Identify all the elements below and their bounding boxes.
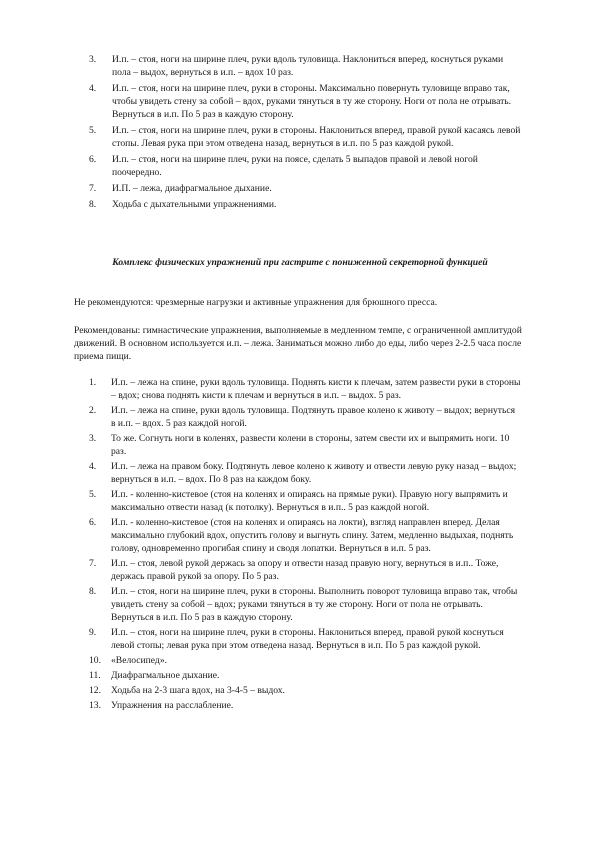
item-number: 5. xyxy=(89,489,97,500)
item-number: 3. xyxy=(89,54,97,65)
item-number: 9. xyxy=(89,627,97,638)
item-text: И.п. – стоя, ноги на ширине плеч, руки на поясе, сделать 5 выпадов правой и левой ногой поочередно. xyxy=(112,154,478,178)
item-text: «Велосипед». xyxy=(111,655,168,666)
item-text: Упражнения на расслабление. xyxy=(111,700,234,711)
list-item xyxy=(89,124,521,150)
item-number: 8. xyxy=(89,586,97,597)
item-text: Ходьба на 2-3 шага вдох, на 3-4-5 – выдох. xyxy=(111,685,285,696)
item-number: 4. xyxy=(89,461,97,472)
item-number: 13. xyxy=(89,700,101,711)
item-text: И.п. – стоя, ноги на ширине плеч, руки в стороны. Наклониться вперед, правой рукой касаясь левой стопы. Левая рука при этом отведена назад, вернуться в и.п. по 5 раз каждой рукой. xyxy=(112,125,521,149)
list-item xyxy=(89,404,521,430)
item-text: И.п. – стоя, ноги на ширине плеч, руки в стороны. Выполнить поворот туловища вправо так, чтобы увидеть стену за собой – вдох; руками тянуться в ту же сторону. Ноги от пола не отрывать. Вернуться в и.п. По 5 раз в каждую сторону. xyxy=(111,586,518,623)
list-item xyxy=(89,432,521,458)
item-text: И.п. - коленно-кистевое (стоя на коленях и опираясь на локти), взгляд направлен вперед. Делая максимально глубокий вдох, опустить голову и выгнуть спину. Затем, медленно выдыхая, поднять голову, одновременно прогибая спину и сводя лопатки. Вернуться в и.п. 5 раз. xyxy=(111,517,514,554)
item-text: И.п. – стоя, левой рукой держась за опору и отвести назад правую ногу, вернуться в и.п.. Тоже, держась правой рукой за опору. По 5 раз. xyxy=(111,558,499,582)
list-item xyxy=(89,585,521,624)
exercise-list xyxy=(89,376,521,714)
list-item xyxy=(89,654,521,667)
item-number: 12. xyxy=(89,685,101,696)
list-item xyxy=(89,516,521,555)
item-number: 4. xyxy=(89,83,97,94)
item-number: 10. xyxy=(89,655,101,666)
item-number: 6. xyxy=(89,517,97,528)
item-text: То же. Согнуть ноги в коленях, развести колени в стороны, затем свести их и выпрямить ноги. 10 раз. xyxy=(111,433,510,457)
list-item xyxy=(89,488,521,514)
item-text: И.П. – лежа, диафрагмальное дыхание. xyxy=(112,183,272,194)
list-item xyxy=(89,684,521,697)
item-number: 3. xyxy=(89,433,97,444)
exercise-list-continued xyxy=(89,53,521,214)
item-number: 7. xyxy=(89,183,97,194)
item-number: 8. xyxy=(89,199,97,210)
recommended-paragraph: Рекомендованы: гимнастические упражнения, выполняемые в медленном темпе, с ограниченной амплитудой движений. В основном используется и.п. – лежа. Заниматься можно либо до еды, либо через 2-2.5 часа после приема пищи. xyxy=(74,325,522,362)
item-number: 11. xyxy=(89,670,101,681)
item-number: 7. xyxy=(89,558,97,569)
item-text: И.п. – лежа на правом боку. Подтянуть левое колено к животу и отвести левую руку назад – выдох; вернуться в и.п. – вдох. По 8 раз на каждом боку. xyxy=(111,461,517,485)
item-number: 2. xyxy=(89,405,97,416)
list-item xyxy=(89,182,521,195)
item-text: И.п. – стоя, ноги на ширине плеч, руки в стороны. Наклониться вперед, правой рукой коснуться левой стопы; левая рука при этом отведена назад. Вернуться в и.п. По 5 раз каждой рукой. xyxy=(111,627,504,651)
list-item xyxy=(89,153,521,179)
list-item xyxy=(89,626,521,652)
list-item xyxy=(89,53,521,79)
item-number: 6. xyxy=(89,154,97,165)
item-text: И.п. – лежа на спине, руки вдоль туловища. Подтянуть правое колено к животу – выдох; вернуться в и.п. – вдох. 5 раз каждой ногой. xyxy=(111,405,516,429)
list-item xyxy=(89,557,521,583)
not-recommended-paragraph: Не рекомендуются: чрезмерные нагрузки и активные упражнения для брюшного пресса. xyxy=(74,297,438,308)
item-text: И.п. - коленно-кистевое (стоя на коленях и опираясь на прямые руки). Правую ногу выпрямить и максимально отвести назад (к потолку). Вернуться в и.п.. 5 раз каждой ногой. xyxy=(111,489,508,513)
item-number: 5. xyxy=(89,125,97,136)
list-item xyxy=(89,669,521,682)
item-text: Ходьба с дыхательными упражнениями. xyxy=(112,199,277,210)
section-title: Комплекс физических упражнений при гастрите с пониженной секреторной функцией xyxy=(112,257,488,268)
item-text: И.п. – стоя, ноги на ширине плеч, руки в стороны. Максимально повернуть туловище вправо так, чтобы увидеть стену за собой – вдох, руками тянуться в ту же сторону. Ноги от пола не отрывать. Вернуться в и.п. По 5 раз в каждую сторону. xyxy=(112,83,512,120)
list-item xyxy=(89,699,521,712)
item-text: И.п. – лежа на спине, руки вдоль туловища. Поднять кисти к плечам, затем развести руки в стороны – вдох; снова поднять кисти к плечам и вернуться в и.п. – выдох. 5 раз. xyxy=(111,377,521,401)
list-item xyxy=(89,376,521,402)
item-text: Диафрагмальное дыхание. xyxy=(111,670,220,681)
item-text: И.п. – стоя, ноги на ширине плеч, руки вдоль туловища. Наклониться вперед, коснуться руками пола – выдох, вернуться в и.п. – вдох 10 раз. xyxy=(112,54,504,78)
list-item xyxy=(89,198,521,211)
list-item xyxy=(89,82,521,121)
list-item xyxy=(89,460,521,486)
item-number: 1. xyxy=(89,377,97,388)
